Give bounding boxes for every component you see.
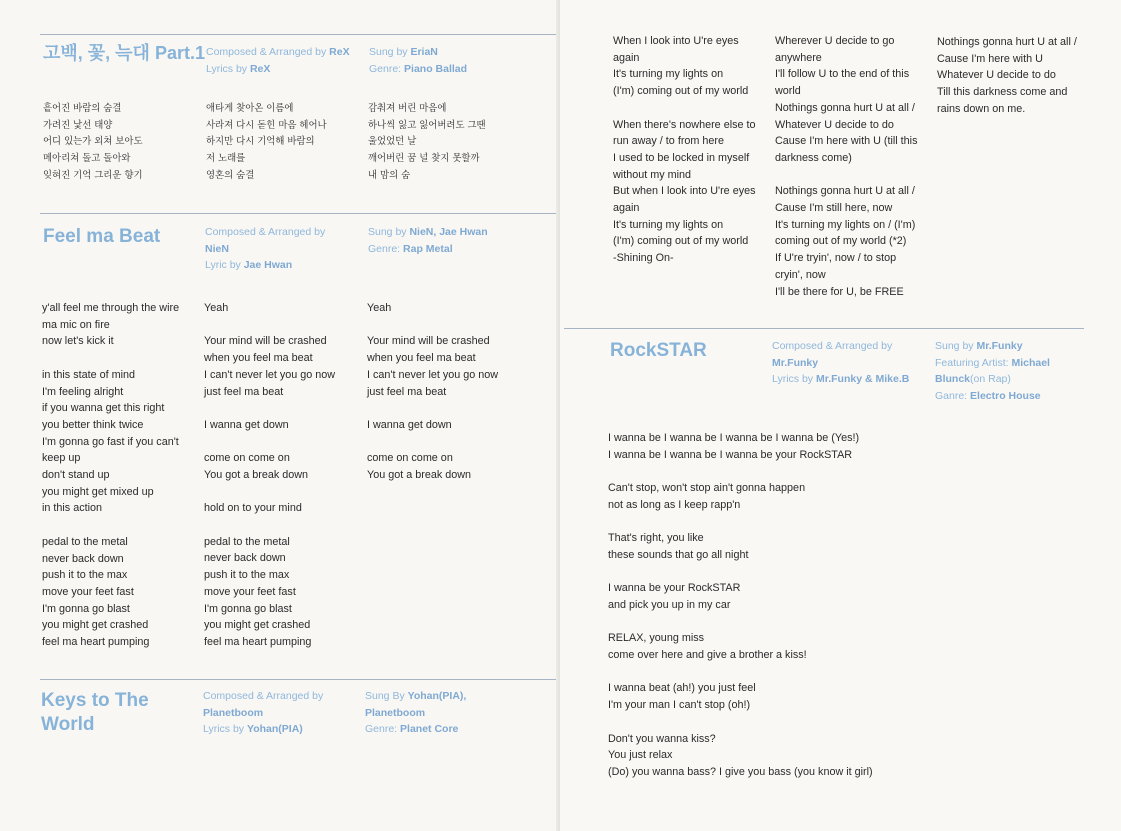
lyric-line: I used to be locked in myself bbox=[613, 151, 750, 164]
lyric-line: I can't never let you go now bbox=[367, 368, 499, 381]
credit-value: NieN, Jae Hwan bbox=[409, 226, 488, 238]
lyric-line: if you wanna get this right bbox=[42, 402, 165, 415]
credit-label: Sung by bbox=[368, 226, 407, 238]
lyric-line: I'm gonna go blast bbox=[42, 602, 130, 615]
credit-value: Piano Ballad bbox=[404, 62, 468, 75]
lyric-line: When I look into U're eyes bbox=[613, 35, 739, 47]
lyric-line bbox=[204, 317, 335, 334]
lyric-line: 잊혀진 기억 그리운 향기 bbox=[43, 169, 143, 181]
lyric-line: anywhere bbox=[775, 51, 822, 64]
lyric-line: I can't never let you go now bbox=[204, 368, 336, 381]
lyric-line: you better think twice bbox=[42, 418, 144, 431]
lyric-line bbox=[608, 564, 873, 581]
composer-credit bbox=[203, 688, 323, 738]
lyric-line: RELAX, young miss bbox=[608, 632, 705, 645]
lyric-line: 흩어진 바람의 숨결 bbox=[43, 103, 122, 114]
lyric-line: I wanna be I wanna be I wanna be I wanna be (Yes!) bbox=[608, 432, 860, 444]
lyric-line: I'm gonna go blast bbox=[204, 602, 292, 615]
song-title: 고백, 꽃, 늑대 Part.1 bbox=[43, 43, 205, 63]
lyric-line: It's turning my lights on bbox=[613, 218, 724, 231]
lyric-line: keep up bbox=[42, 452, 81, 465]
lyric-line: 하지만 다시 기억해 바람의 bbox=[206, 136, 315, 148]
lyric-line: 가려진 낯선 태양 bbox=[43, 119, 113, 131]
lyric-line: move your feet fast bbox=[42, 585, 134, 598]
lyric-line bbox=[608, 714, 873, 731]
lyric-line: when you feel ma beat bbox=[204, 352, 313, 365]
lyric-line: pedal to the metal bbox=[204, 535, 290, 548]
lyric-line: Yeah bbox=[204, 302, 229, 314]
lyric-line: push it to the max bbox=[204, 569, 290, 582]
credit-label: Genre: bbox=[368, 242, 401, 255]
lyric-line: when you feel ma beat bbox=[367, 352, 476, 365]
lyric-line: Cause I'm still here, now bbox=[775, 202, 893, 215]
lyric-line: come on come on bbox=[367, 452, 453, 465]
lyric-line: I'm your man I can't stop (oh!) bbox=[608, 699, 751, 712]
lyric-line: Cause I'm here with U bbox=[937, 52, 1043, 65]
credit-label: Lyric by bbox=[205, 259, 241, 271]
lyrics-column bbox=[206, 101, 327, 185]
lyrics-column bbox=[42, 300, 179, 651]
lyric-line: rains down on me. bbox=[937, 102, 1026, 115]
credit-value: Planetboom bbox=[365, 706, 426, 719]
lyric-line: 영혼의 숨결 bbox=[206, 169, 255, 181]
lyric-line: y'all feel me through the wire bbox=[42, 302, 180, 314]
lyrics-column bbox=[613, 33, 756, 267]
lyric-line: 깨어버린 꿈 널 찾지 못할까 bbox=[368, 153, 480, 165]
lyric-line: in this state of mind bbox=[42, 368, 136, 381]
section-divider bbox=[40, 213, 560, 214]
singer-credit bbox=[369, 44, 467, 77]
lyric-line: move your feet fast bbox=[204, 585, 296, 598]
lyric-line: Whatever U decide to do bbox=[937, 69, 1056, 82]
section-divider bbox=[40, 679, 560, 680]
lyric-line: not as long as I keep rapp'n bbox=[608, 498, 741, 511]
credit-value: EriaN bbox=[410, 46, 438, 58]
lyric-line bbox=[608, 463, 873, 480]
credit-value: Mr.Funky & Mike.B bbox=[815, 373, 910, 385]
credit-value: Yohan(PIA) bbox=[246, 723, 303, 735]
lyric-line: That's right, you like bbox=[608, 532, 704, 545]
credit-value: Electro House bbox=[970, 389, 1041, 402]
lyric-line: never back down bbox=[204, 552, 286, 565]
lyric-line: darkness come) bbox=[775, 151, 852, 164]
lyric-line: run away / to from here bbox=[613, 135, 725, 148]
singer-credit bbox=[935, 338, 1050, 404]
lyric-line bbox=[367, 317, 498, 334]
lyric-line bbox=[204, 484, 335, 501]
lyric-line: 내 맘의 숨 bbox=[368, 169, 411, 181]
lyrics-column bbox=[937, 34, 1077, 118]
composer-credit bbox=[772, 338, 909, 388]
credit-value: Michael bbox=[1011, 356, 1050, 369]
song-title-line: Keys to The bbox=[41, 690, 149, 711]
credit-value: Yohan(PIA), bbox=[407, 690, 467, 702]
lyric-line: You got a break down bbox=[367, 468, 472, 481]
section-divider bbox=[40, 34, 560, 35]
lyric-line: hold on to your mind bbox=[204, 502, 302, 515]
lyric-line: push it to the max bbox=[42, 569, 128, 582]
credit-label: Composed & Arranged by bbox=[772, 340, 893, 352]
lyric-line: I wanna get down bbox=[204, 418, 289, 431]
lyrics-column bbox=[608, 430, 873, 781]
lyric-line: come over here and give a brother a kiss! bbox=[608, 649, 807, 662]
lyric-line: feel ma heart pumping bbox=[204, 635, 312, 648]
lyric-line bbox=[613, 100, 756, 117]
lyric-line: Don't you wanna kiss? bbox=[608, 732, 716, 745]
lyric-line: Wherever U decide to go bbox=[775, 35, 895, 47]
credit-label: Sung by bbox=[935, 340, 974, 352]
lyric-line: you might get mixed up bbox=[42, 485, 154, 498]
lyric-line: you might get crashed bbox=[204, 619, 311, 632]
lyrics-column bbox=[368, 101, 486, 185]
lyric-line: in this action bbox=[42, 502, 103, 515]
credit-label: Ganre: bbox=[935, 389, 968, 402]
lyric-line: If U're tryin', now / to stop bbox=[775, 252, 897, 265]
lyric-line: Till this darkness come and bbox=[937, 86, 1068, 99]
lyric-line bbox=[775, 167, 917, 184]
credit-label: Lyrics by bbox=[772, 373, 814, 385]
song-title-line: World bbox=[41, 714, 95, 735]
lyric-line: 하나씩 잃고 잃어버려도 그땐 bbox=[368, 119, 486, 131]
lyric-line: When there's nowhere else to bbox=[613, 118, 756, 131]
lyric-line: You got a break down bbox=[204, 468, 309, 481]
lyric-line: Your mind will be crashed bbox=[367, 335, 490, 348]
song-title bbox=[41, 689, 149, 737]
lyric-line: now let's kick it bbox=[42, 335, 114, 348]
lyric-line: It's turning my lights on / (I'm) bbox=[775, 218, 916, 231]
song-title: RockSTAR bbox=[610, 340, 707, 361]
credit-label: Lyrics by bbox=[206, 62, 248, 75]
credit-value: Rap Metal bbox=[403, 242, 453, 255]
credit-label: Lyrics by bbox=[203, 723, 245, 735]
lyric-line: Can't stop, won't stop ain't gonna happen bbox=[608, 482, 806, 495]
lyric-line: I'll follow U to the end of this bbox=[775, 68, 910, 81]
lyric-line: Nothings gonna hurt U at all / bbox=[775, 101, 915, 114]
lyric-line bbox=[204, 434, 335, 451]
lyric-line: without my mind bbox=[613, 168, 692, 181]
lyric-line: don't stand up bbox=[42, 469, 110, 482]
section-divider bbox=[564, 328, 1084, 329]
lyric-line bbox=[42, 350, 179, 367]
right-page bbox=[560, 0, 1121, 831]
lyric-line: 어디 있는가 외쳐 보아도 bbox=[43, 136, 143, 148]
credit-label: Composed & Arranged by bbox=[205, 226, 326, 238]
lyric-line: Cause I'm here with U (till this bbox=[775, 135, 918, 148]
lyric-line: Nothings gonna hurt U at all / bbox=[937, 36, 1077, 48]
lyric-line: (I'm) coming out of my world bbox=[613, 235, 749, 248]
lyric-line bbox=[367, 434, 498, 451]
lyric-line: I'll be there for U, be FREE bbox=[775, 285, 904, 298]
lyric-line: again bbox=[613, 51, 640, 64]
lyric-line: 저 노래를 bbox=[206, 153, 246, 165]
lyric-line bbox=[608, 614, 873, 631]
lyric-line: Nothings gonna hurt U at all / bbox=[775, 185, 915, 198]
credit-value: Planetboom bbox=[203, 706, 264, 719]
credit-value: ReX bbox=[329, 46, 350, 58]
lyric-line: I'm gonna go fast if you can't bbox=[42, 435, 179, 448]
lyric-line bbox=[42, 517, 179, 534]
composer-credit bbox=[206, 44, 350, 77]
credit-label: Featuring Artist: bbox=[935, 356, 1009, 369]
lyric-line: ma mic on fire bbox=[42, 318, 110, 331]
credit-value: Mr.Funky bbox=[772, 356, 819, 369]
lyric-line: Yeah bbox=[367, 302, 392, 314]
lyric-line: I wanna beat (ah!) you just feel bbox=[608, 682, 756, 695]
credit-value: Jae Hwan bbox=[243, 259, 293, 271]
lyric-line: Your mind will be crashed bbox=[204, 335, 327, 348]
lyric-line: But when I look into U're eyes bbox=[613, 185, 756, 198]
lyric-line: I wanna be your RockSTAR bbox=[608, 582, 741, 595]
credit-value: Planet Core bbox=[400, 723, 459, 735]
composer-credit bbox=[205, 224, 325, 274]
credit-label: Composed & Arranged by bbox=[203, 690, 324, 702]
lyrics-column bbox=[43, 101, 143, 185]
lyric-line bbox=[608, 514, 873, 531]
credit-value: Mr.Funky bbox=[976, 340, 1023, 352]
lyric-line: come on come on bbox=[204, 452, 290, 465]
lyric-line: these sounds that go all night bbox=[608, 548, 749, 561]
lyric-line bbox=[204, 517, 335, 534]
lyric-line: (I'm) coming out of my world bbox=[613, 85, 749, 98]
credit-label: Sung By bbox=[365, 690, 405, 702]
lyric-line bbox=[608, 664, 873, 681]
credit-label: Sung by bbox=[369, 46, 408, 58]
lyric-line: I wanna be I wanna be I wanna be your RockSTAR bbox=[608, 448, 853, 461]
lyric-line: cryin', now bbox=[775, 268, 826, 281]
lyric-line: 사라져 다시 돋힌 마음 헤어나 bbox=[206, 119, 327, 131]
lyric-line: 울었었던 날 bbox=[368, 136, 417, 148]
lyric-line: just feel ma beat bbox=[204, 385, 284, 398]
lyric-line: 애타게 찾아온 이름에 bbox=[206, 103, 294, 114]
lyrics-column bbox=[775, 33, 917, 300]
credit-note: (on Rap) bbox=[970, 373, 1011, 385]
singer-credit bbox=[365, 688, 466, 738]
lyric-line bbox=[367, 400, 498, 417]
lyric-line: Whatever U decide to do bbox=[775, 118, 894, 131]
credit-value: Blunck bbox=[935, 373, 971, 385]
lyric-line: 메아리쳐 돌고 돌아와 bbox=[43, 153, 131, 165]
lyric-line bbox=[204, 400, 335, 417]
lyric-line: and pick you up in my car bbox=[608, 598, 731, 611]
lyrics-column bbox=[204, 300, 335, 651]
lyric-line: coming out of my world (*2) bbox=[775, 235, 907, 248]
lyric-line: 감춰져 버린 마음에 bbox=[368, 103, 447, 114]
credit-label: Composed & Arranged by bbox=[206, 46, 327, 58]
singer-credit bbox=[368, 224, 488, 257]
lyrics-column bbox=[367, 300, 498, 484]
lyric-line: (Do) you wanna bass? I give you bass (you know it girl) bbox=[608, 765, 873, 778]
lyric-line: you might get crashed bbox=[42, 619, 149, 632]
lyric-line: again bbox=[613, 202, 640, 215]
lyric-line: feel ma heart pumping bbox=[42, 636, 150, 649]
lyric-line: just feel ma beat bbox=[367, 385, 447, 398]
song-title: Feel ma Beat bbox=[43, 226, 161, 247]
left-page bbox=[0, 0, 560, 831]
lyric-line: never back down bbox=[42, 552, 124, 565]
lyric-line: You just relax bbox=[608, 749, 673, 762]
lyric-line: I'm feeling alright bbox=[42, 385, 124, 398]
lyric-line: -Shining On- bbox=[613, 252, 674, 265]
lyric-line: I wanna get down bbox=[367, 418, 452, 431]
credit-label: Genre: bbox=[365, 723, 398, 735]
lyric-line: pedal to the metal bbox=[42, 535, 128, 548]
credit-value: NieN bbox=[205, 242, 229, 255]
credit-label: Genre: bbox=[369, 62, 402, 75]
lyric-line: It's turning my lights on bbox=[613, 68, 724, 81]
lyric-line: world bbox=[775, 85, 801, 98]
credit-value: ReX bbox=[249, 62, 271, 75]
